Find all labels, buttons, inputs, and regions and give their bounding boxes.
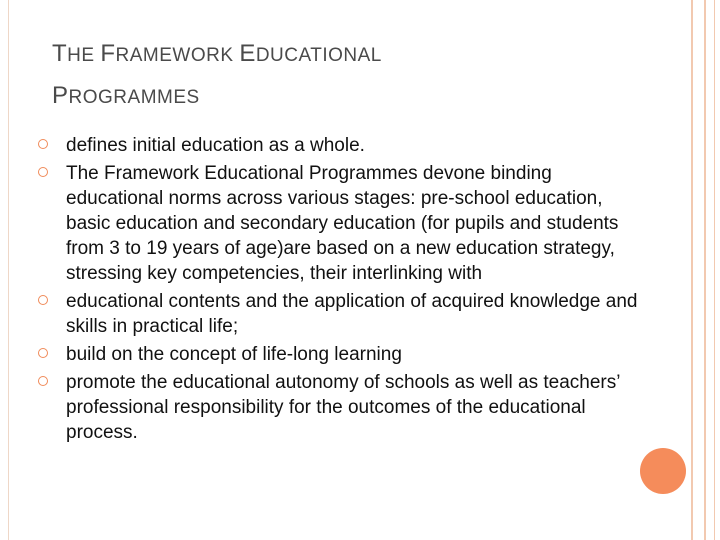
circle-outline-icon [38, 167, 48, 177]
circle-outline-icon [38, 295, 48, 305]
left-border-line [8, 0, 9, 540]
title-text: DUCATIONAL [255, 45, 382, 66]
circle-outline-icon [38, 376, 48, 386]
list-item [38, 161, 638, 286]
list-item [38, 370, 638, 445]
list-item [38, 342, 638, 367]
circle-outline-icon [38, 348, 48, 358]
title-initial: F [100, 40, 116, 67]
list-item-text: build on the concept of life-long learning [66, 344, 402, 365]
right-decorative-line [691, 0, 693, 540]
list-item-text: educational contents and the application of acquired knowledge and skills in practical life; [66, 291, 638, 337]
title-text: ROGRAMMES [68, 87, 200, 108]
slide-title [52, 34, 652, 118]
circle-outline-icon [38, 139, 48, 149]
title-line-2 [52, 82, 200, 109]
title-text: RAMEWORK [115, 45, 240, 66]
list-item-text: defines initial education as a whole. [66, 135, 365, 156]
title-initial: P [52, 82, 69, 109]
list-item-text: promote the educational autonomy of schools as well as teachers’ professional responsibility for the outcomes of the educational process. [66, 372, 620, 443]
bullet-list [38, 133, 638, 448]
title-initial: E [239, 40, 256, 67]
title-text: HE [67, 45, 101, 66]
list-item [38, 133, 638, 158]
right-decorative-line [714, 0, 715, 540]
title-line-1 [52, 40, 382, 67]
list-item [38, 289, 638, 339]
list-item-text: The Framework Educational Programmes devone binding educational norms across various stages: pre-school education, basic education and secondary education (for pupils and students from 3 to 19 years of age)are based on a new education strategy, stressing key competencies, their interlinking with [66, 163, 619, 284]
title-initial: T [52, 40, 68, 67]
accent-circle [640, 448, 686, 494]
right-decorative-line [704, 0, 706, 540]
